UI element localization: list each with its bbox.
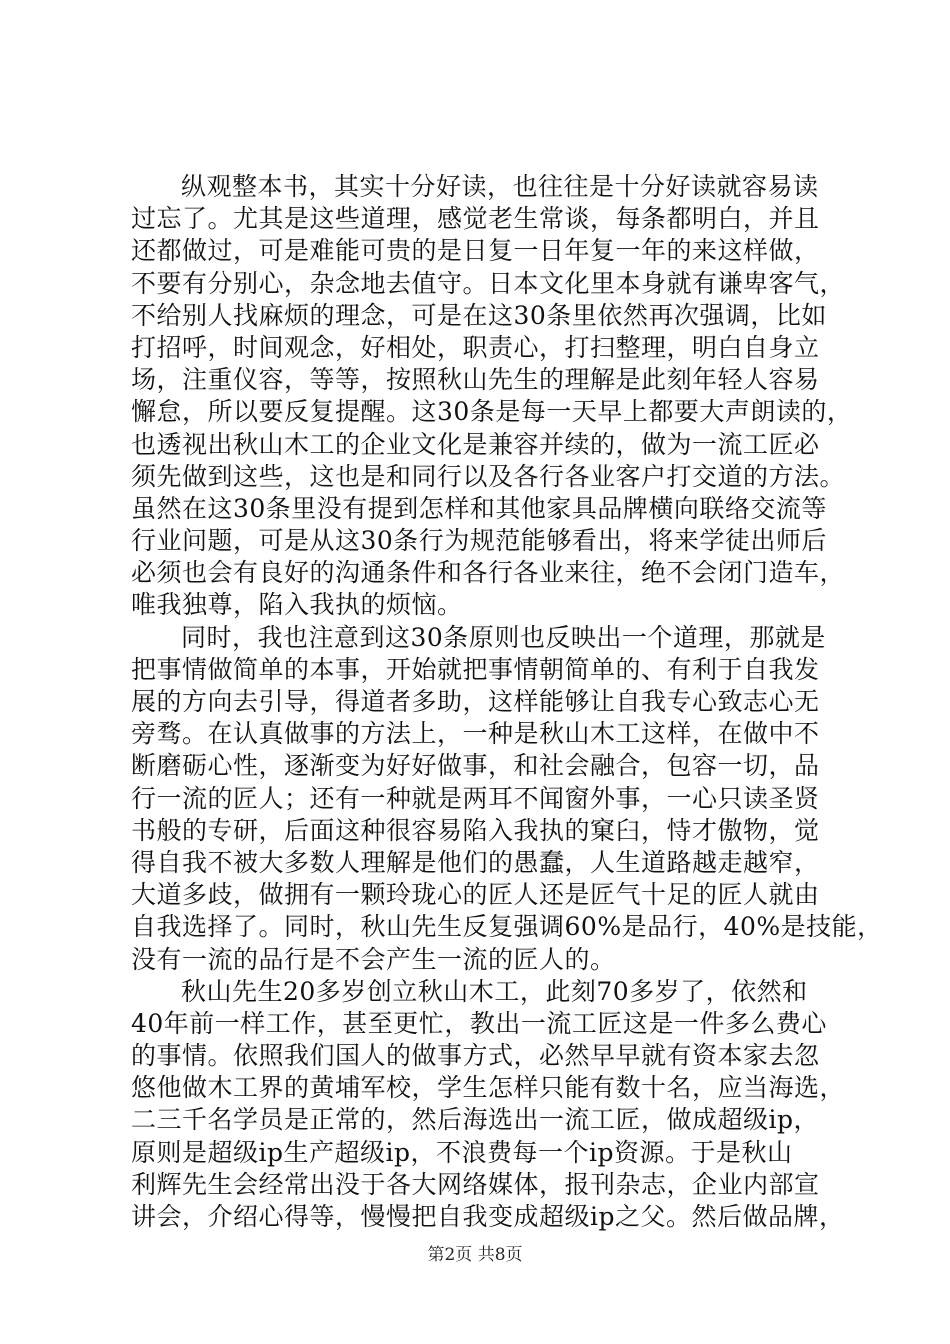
paragraph-line: 不给别人找麻烦的理念，可是在这30条里依然再次强调，比如 (131, 300, 827, 330)
paragraph-line: 的事情。依照我们国人的做事方式，必然早早就有资本家去忽 (131, 1041, 820, 1071)
paragraph-line: 得自我不被大多数人理解是他们的愚蠢，人生道路越走越窄， (131, 847, 820, 877)
paragraph-line: 行业问题，可是从这30条行为规范能够看出，将来学徒出师后 (131, 526, 827, 556)
paragraph-line: 过忘了。尤其是这些道理，感觉老生常谈，每条都明白，并且 (131, 204, 820, 234)
paragraph-line: 懈怠，所以要反复提醒。这30条是每一天早上都要大声朗读的， (131, 397, 853, 427)
paragraph-line: 二三千名学员是正常的，然后海选出一流工匠，做成超级ip， (131, 1105, 820, 1135)
paragraph-line: 场，注重仪容，等等，按照秋山先生的理解是此刻年轻人容易 (131, 365, 820, 395)
paragraph-line: 必须也会有良好的沟通条件和各行各业来往，绝不会闭门造车， (131, 558, 846, 588)
paragraph-line: 利辉先生会经常出没于各大网络媒体，报刊杂志，企业内部宣 (131, 1169, 820, 1199)
paragraph-line: 40年前一样工作，甚至更忙，教出一流工匠这是一件多么费心 (131, 1008, 827, 1038)
paragraph-line: 大道多歧，做拥有一颗玲珑心的匠人还是匠气十足的匠人就由 (131, 880, 820, 910)
paragraph-line: 展的方向去引导，得道者多助，这样能够让自我专心致志心无 (131, 687, 820, 716)
paragraph-first-line: 秋山先生20多岁创立秋山木工，此刻70多岁了，依然和 (181, 976, 808, 1006)
paragraph-line: 把事情做简单的本事，开始就把事情朝简单的、有利于自我发 (131, 654, 820, 684)
paragraph-line: 悠他做木工界的黄埔军校，学生怎样只能有数十名，应当海选， (131, 1073, 846, 1103)
paragraph-line: 讲会，介绍心得等，慢慢把自我变成超级ip之父。然后做品牌， (131, 1202, 845, 1231)
paragraph-line: 打招呼，时间观念，好相处，职责心，打扫整理，明白自身立 (131, 332, 820, 362)
paragraph-line: 唯我独尊，陷入我执的烦恼。 (131, 590, 463, 620)
page-footer: 第2页 共8页 (427, 1245, 523, 1265)
paragraph-line: 行一流的匠人；还有一种就是两耳不闻窗外事，一心只读圣贤 (131, 783, 820, 813)
paragraph-line: 自我选择了。同时，秋山先生反复强调60%是品行，40%是技能， (131, 912, 883, 942)
paragraph-first-line: 同时，我也注意到这30条原则也反映出一个道理，那就是 (181, 622, 826, 652)
paragraph-line: 虽然在这30条里没有提到怎样和其他家具品牌横向联络交流等 (131, 493, 827, 523)
document-body (131, 171, 883, 1233)
paragraph-line: 也透视出秋山木工的企业文化是兼容并续的，做为一流工匠必 (131, 429, 820, 459)
paragraph-line: 不要有分别心，杂念地去值守。日本文化里本身就有谦卑客气， (131, 268, 846, 298)
paragraph-line: 旁骛。在认真做事的方法上，一种是秋山木工这样，在做中不 (131, 719, 820, 749)
paragraph-line: 断磨砺心性，逐渐变为好好做事，和社会融合，包容一切，品 (131, 751, 820, 781)
paragraph-line: 原则是超级ip生产超级ip，不浪费每一个ip资源。于是秋山 (131, 1137, 793, 1167)
paragraph-line: 须先做到这些，这也是和同行以及各行各业客户打交道的方法。 (131, 461, 846, 491)
paragraph-first-line: 纵观整本书，其实十分好读，也往往是十分好读就容易读 (181, 172, 819, 201)
paragraph-line: 书般的专研，后面这种很容易陷入我执的窠臼，恃才傲物，觉 (131, 815, 820, 845)
paragraph-line: 还都做过，可是难能可贵的是日复一日年复一年的来这样做， (131, 236, 820, 266)
paragraph-line: 没有一流的品行是不会产生一流的匠人的。 (131, 944, 616, 974)
